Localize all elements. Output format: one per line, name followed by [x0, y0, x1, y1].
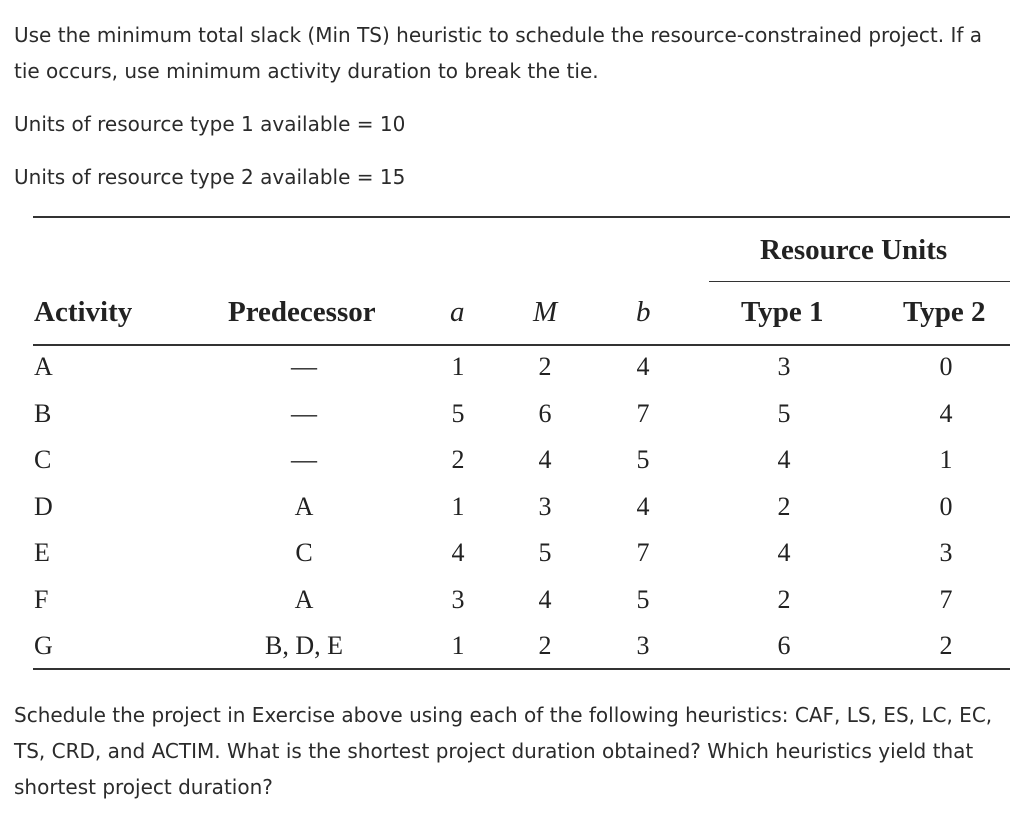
a-cell: 1 [451, 631, 465, 660]
b-cell: 5 [636, 445, 650, 474]
activity-cell: B [34, 398, 52, 428]
activity-header: Activity [34, 296, 133, 328]
type1-cell: 5 [777, 398, 791, 428]
a-header: a [450, 296, 465, 328]
a-cell: 3 [451, 584, 465, 614]
a-cell: 1 [451, 491, 465, 521]
activity-cell: F [34, 584, 49, 614]
activity-cell: D [34, 491, 53, 521]
b-cell: 5 [636, 584, 650, 614]
type1-cell: 4 [777, 445, 791, 474]
resource-units-header: Resource Units [760, 234, 948, 266]
type2-cell: 0 [939, 491, 953, 521]
m-header: M [533, 296, 558, 328]
predecessor-header: Predecessor [228, 296, 376, 328]
problem-statement: Use the minimum total slack (Min TS) heuristic to schedule the resource-constrained project. If a tie occurs, use minimum activity duration to break the tie. [14, 23, 982, 83]
type2-cell: 3 [939, 538, 953, 567]
a-cell: 4 [451, 538, 465, 567]
type1-cell: 4 [777, 538, 791, 567]
m-cell: 2 [538, 352, 552, 381]
predecessor-cell: B, D, E [265, 631, 343, 660]
m-cell: 5 [538, 538, 552, 567]
predecessor-cell: C [295, 538, 313, 567]
predecessor-cell: — [291, 398, 317, 428]
m-cell: 3 [538, 491, 552, 521]
a-cell: 2 [451, 445, 465, 474]
predecessor-cell: — [291, 445, 317, 474]
activity-cell: C [34, 445, 52, 474]
table-header-rule [33, 344, 1010, 346]
activity-cell: A [34, 352, 53, 381]
type2-cell: 7 [939, 584, 953, 614]
predecessor-cell: A [294, 584, 314, 614]
b-header: b [636, 296, 651, 328]
type1-cell: 6 [777, 631, 791, 660]
type2-cell: 0 [939, 352, 953, 381]
type2-cell: 1 [939, 445, 953, 474]
b-cell: 7 [636, 398, 650, 428]
b-cell: 7 [636, 538, 650, 567]
m-cell: 6 [538, 398, 552, 428]
resource-units-rule [709, 281, 1010, 282]
activity-cell: E [34, 538, 50, 567]
resource-type-2-availability: Units of resource type 2 available = 15 [14, 165, 406, 189]
type2-cell: 4 [939, 398, 953, 428]
type1-header: Type 1 [741, 296, 824, 328]
question-text: Schedule the project in Exercise above using each of the following heuristics: CAF, LS, ES, LC, EC, TS, CRD, and ACTIM. What is the shortest project duration obtained? Which heuristics yield that shortest project duration? [14, 703, 993, 799]
predecessor-cell: A [294, 491, 314, 521]
table-top-rule [33, 216, 1010, 218]
table-bottom-rule [33, 668, 1010, 670]
activity-cell: G [34, 631, 53, 660]
type2-cell: 2 [939, 631, 953, 660]
predecessor-cell: — [291, 352, 317, 381]
type1-cell: 3 [777, 352, 791, 381]
b-cell: 4 [636, 491, 650, 521]
type2-header: Type 2 [903, 296, 986, 328]
m-cell: 2 [538, 631, 552, 660]
type1-cell: 2 [777, 584, 791, 614]
b-cell: 3 [636, 631, 650, 660]
a-cell: 1 [451, 352, 465, 381]
type1-cell: 2 [777, 491, 791, 521]
resource-type-1-availability: Units of resource type 1 available = 10 [14, 112, 406, 136]
m-cell: 4 [538, 445, 552, 474]
a-cell: 5 [451, 398, 465, 428]
m-cell: 4 [538, 584, 552, 614]
b-cell: 4 [636, 352, 650, 381]
